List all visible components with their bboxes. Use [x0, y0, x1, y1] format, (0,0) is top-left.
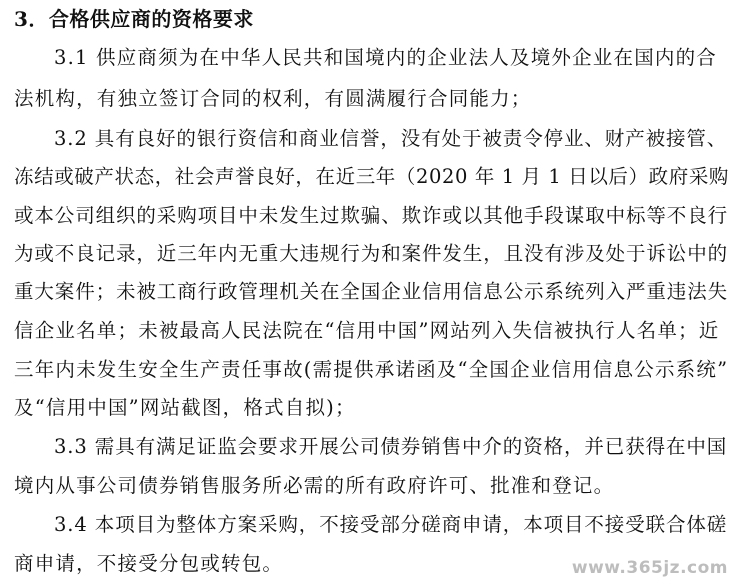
clause-3-4-line-2: 商申请，不接受分包或转包。: [14, 552, 284, 575]
clause-3-1-line-1: 3.1 供应商须为在中华人民共和国境内的企业法人及境外企业在国内的合: [54, 46, 718, 69]
clause-3-3-line-1: 3.3 需具有满足证监会要求开展公司债券销售中介的资格，并已获得在中国: [54, 435, 728, 458]
clause-3-2-line-2: 冻结或破产状态，社会声誉良好，在近三年（2020 年 1 月 1 日以后）政府采购: [14, 165, 730, 188]
clause-3-2-line-1: 3.2 具有良好的银行资信和商业信誉，没有处于被责令停业、财产被接管、: [54, 127, 728, 150]
clause-3-3-line-2: 境内从事公司债券销售服务所必需的所有政府许可、批准和登记。: [14, 474, 615, 497]
clause-3-2-line-3: 或本公司组织的采购项目中未发生过欺骗、欺诈或以其他手段谋取中标等不良行: [14, 204, 729, 227]
clause-3-2-line-5: 重大案件；未被工商行政管理机关在全国企业信用信息公示系统列入严重违法失: [14, 280, 729, 303]
clause-3-4-line-1: 3.4 本项目为整体方案采购，不接受部分磋商申请，本项目不接受联合体磋: [54, 513, 728, 536]
clause-3-2-line-8: 及“信用中国”网站截图，格式自拟)；: [14, 396, 356, 419]
clause-3-1-line-2: 法机构，有独立签订合同的权利，有圆满履行合同能力；: [14, 87, 532, 110]
clause-3-2-line-7: 三年内未发生安全生产责任事故(需提供承诺函及“全国企业信用信息公示系统”: [14, 358, 729, 381]
clause-3-2-line-4: 为或不良记录，近三年内无重大违规行为和案件发生，且没有涉及处于诉讼中的: [14, 242, 729, 265]
clause-3-2-line-6: 信企业名单；未被最高人民法院在“信用中国”网站列入失信被执行人名单；近: [14, 319, 720, 342]
site-watermark: www.365jz.com: [571, 558, 728, 578]
section-heading: 3．合格供应商的资格要求: [14, 7, 254, 31]
